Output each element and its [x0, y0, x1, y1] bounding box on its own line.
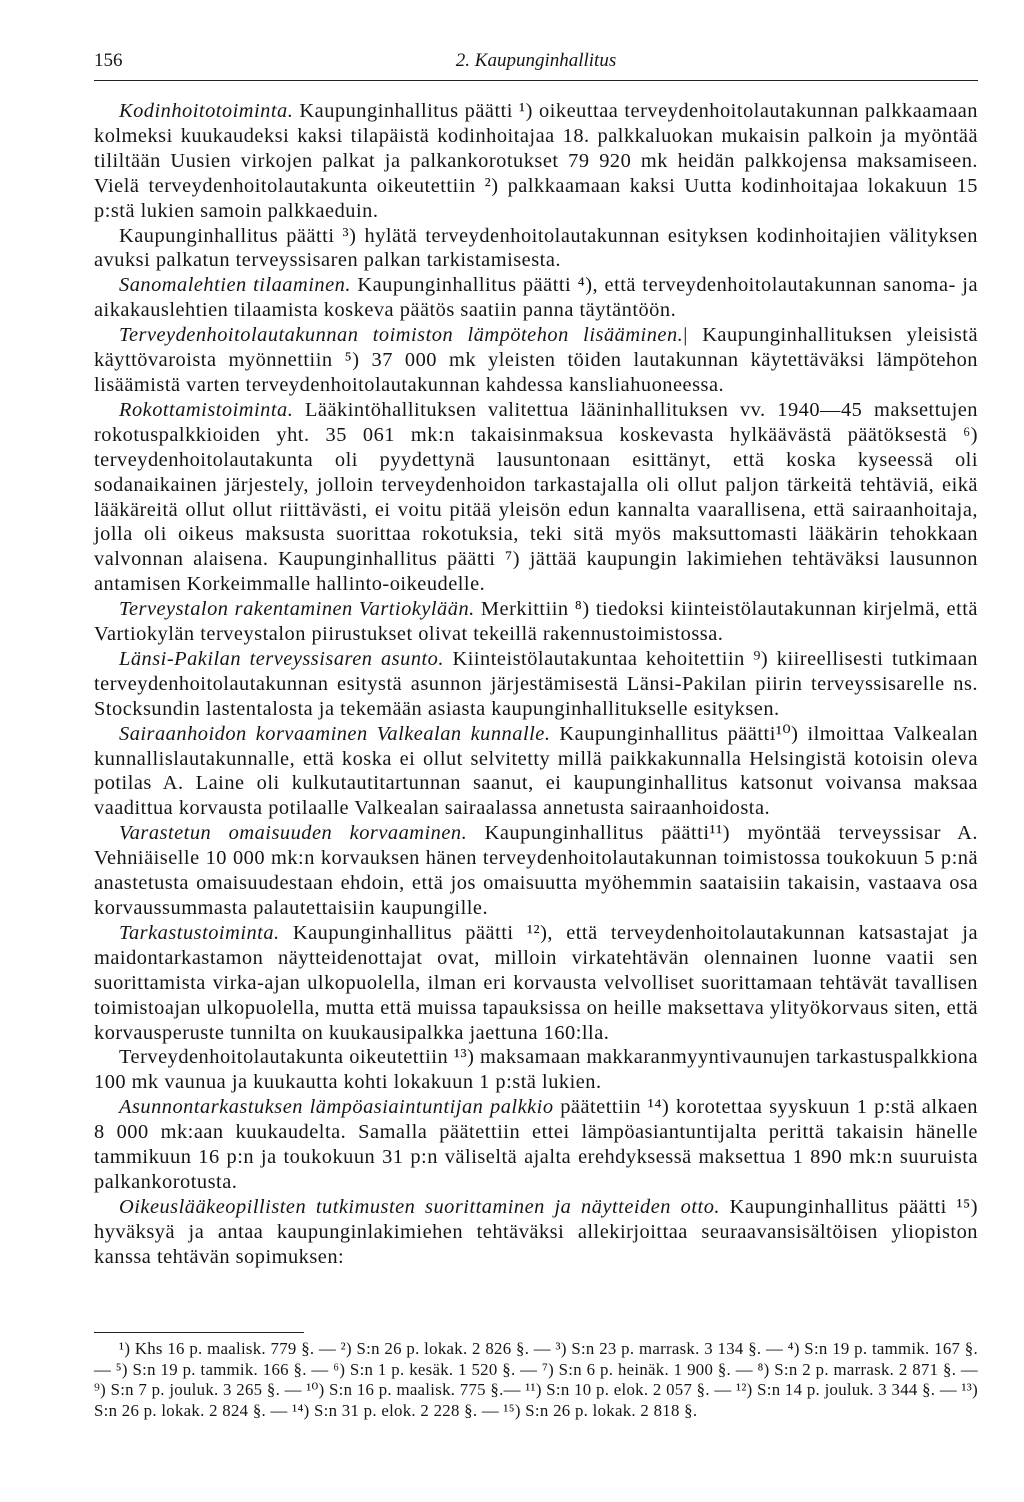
paragraph-heading: Terveydenhoitolautakunnan toimiston lämpötehon lisääminen. [119, 324, 684, 347]
paragraph [94, 597, 978, 647]
paragraph-text: Kaupunginhallitus päätti ³) hylätä terveydenhoitolautakunnan esityksen kodinhoitajien välityksen avuksi palkatun terveyssisaren palkan tarkistamisesta. [94, 224, 978, 272]
paragraph-text: Kaupunginhallitus päätti ¹²), että terveydenhoitolautakunnan katsastajat ja maidontarkastamon näytteidenottajat ovat, milloin virkatehtävän olennainen luonne vaatii sen suorittamista virka-ajan ulkopuolella, ilman eri korvausta velvolliset suorittamaan tehtävät tavallisen toimistoajan ulkopuolella, mutta että muissa tapauksissa on heille maksettava ylityökorvaus siten, että korvausperuste tunnilta on kuukausipalkka jaettuna 160:lla. [94, 921, 978, 1044]
paragraph [94, 99, 978, 224]
paragraph-text: Kaupunginhallitus päätti ¹⁵) hyväksyä ja antaa kaupunginlakimiehen tehtäväksi allekirjoittaa seuraavansisältöisen yliopiston kanssa tehtävän sopimuksen: [94, 1195, 979, 1268]
paragraph [94, 273, 978, 323]
paragraph-heading: Rokottamistoiminta. [119, 398, 294, 421]
paragraph [94, 921, 978, 1046]
paragraph-heading: Varastetun omaisuuden korvaaminen. [119, 822, 468, 845]
paragraph-text: Kaupunginhallitus päätti ¹) oikeuttaa terveydenhoitolautakunnan palkkaamaan kolmeksi kuukaudeksi kaksi tilapäistä kodinhoitajaa 18. palkkaluokan mukaisin palkoin ja myöntää tililtään Uusien virkojen palkat ja palkankorotukset 79 920 mk heidän palkkojensa maksamiseen. Vielä terveydenhoitolautakunta oikeutettiin ²) palkkaamaan kaksi Uutta kodinhoitajaa lokakuun 15 p:stä lukien samoin palkkaeduin. [94, 100, 978, 222]
paragraph-heading: Oikeuslääkeopillisten tutkimusten suorittaminen ja näytteiden otto. [119, 1195, 720, 1218]
paragraph [94, 1045, 978, 1095]
paragraph-heading: Terveystalon rakentaminen Vartiokylään. [119, 598, 475, 621]
paragraph [94, 821, 978, 921]
paragraph [94, 647, 978, 722]
paragraph [94, 1195, 978, 1270]
paragraph-text: | Kaupunginhallituksen yleisistä käyttövaroista myönnettiin ⁵) 37 000 mk yleisten töiden lautakunnan käytettäväksi lämpötehon lisäämistä varten terveydenhoitolautakunnan kahdessa kansliahuoneessa. [94, 324, 978, 396]
paragraph-text: Kaupunginhallitus päätti¹¹) myöntää terveyssisar A. Vehniäiselle 10 000 mk:n korvauksen hänen terveydenhoitolautakunnan toimistossa toukokuun 5 p:nä anastetusta omaisuudestaan ehdoin, että jos omaisuutta myöhemmin saataisiin takaisin, vastaava osa korvaussummasta palautettaisiin kaupungille. [94, 822, 978, 919]
paragraph [94, 398, 978, 597]
paragraph-text: Merkittiin ⁸) tiedoksi kiinteistölautakunnan kirjelmä, että Vartiokylän terveystalon piirustukset olivat tekeillä rakennustoimistossa. [94, 598, 978, 646]
body-text [94, 99, 978, 1270]
paragraph-text: Terveydenhoitolautakunta oikeutettiin ¹³) maksamaan makkaranmyyntivaunujen tarkastuspalkkiona 100 mk vaunua ja kuukautta kohti lokakuun 1 p:stä lukien. [94, 1046, 978, 1094]
paragraph-text: Kiinteistölautakuntaa kehoitettiin ⁹) kiireellisesti tutkimaan terveydenhoitolautakunnan esitystä asunnon järjestämisestä Länsi-Pakilan piirin terveyssisarelle ns. Stocksundin lastentalosta ja tekemään asiasta kaupunginhallitukselle esityksen. [94, 647, 978, 720]
paragraph [94, 722, 978, 822]
paragraph-text: Lääkintöhallituksen valitettua lääninhallituksen vv. 1940—45 maksettujen rokotuspalkkioiden yht. 35 061 mk:n takaisinmaksua koskevasta hylkäävästä päätöksestä ⁶) terveydenhoitolautakunta oli pyydettynä lausuntonaan esittänyt, että koska kyseessä oli sodanaikainen järjestely, jolloin terveydenhoidon tarkastajalla oli ollut paljon tärkeitä tehtäviä, eikä lääkäreitä ollut ollut riittävästi, ei voitu pitää yleisön edun kannalta vaarallisena, että sairaanhoitaja, jolla oli oikeus maksusta suorittaa rokotuksia, teki sitä myös maksuttomasti lääkärin tehokkaan valvonnan alaisena. Kaupunginhallitus päätti ⁷) jättää kaupungin lakimiehen tehtäväksi lausunnon antamisen Korkeimmalle hallinto-oikeudelle. [94, 398, 978, 596]
paragraph-heading: Sanomalehtien tilaaminen. [119, 274, 351, 297]
paragraph-heading: Asunnontarkastuksen lämpöasiaintuntijan palkkio [119, 1096, 554, 1119]
paragraph-text: Kaupunginhallitus päätti¹⁰) ilmoittaa Valkealan kunnallislautakunnalle, että koska ei ollut selvitetty millä paikkakunnalla Helsingistä kotoisin oleva potilas A. Laine oli kulkutautitartunnan saanut, ei kaupunginhallitus katsonut voivansa maksaa vaadittua korvausta potilaalle Valkealan sairaalassa annetusta sairaanhoidosta. [94, 722, 978, 820]
paragraph-heading: Kodinhoitotoiminta. [119, 100, 294, 122]
page-number: 156 [94, 50, 123, 71]
paragraph [94, 323, 978, 398]
page-header [94, 50, 978, 81]
paragraph-text: Kaupunginhallitus päätti ⁴), että terveydenhoitolautakunnan sanoma- ja aikakauslehtien tilaamista koskeva päätös saatiin panna täytäntöön. [94, 274, 978, 322]
paragraph [94, 224, 978, 274]
paragraph-heading: Länsi-Pakilan terveyssisaren asunto. [119, 647, 444, 670]
paragraph-heading: Sairaanhoidon korvaaminen Valkealan kunnalle. [119, 722, 551, 745]
footnote-rule [94, 1332, 304, 1333]
paragraph [94, 1095, 978, 1195]
paragraph-text: päätettiin ¹⁴) korotettaa syyskuun 1 p:stä alkaen 8 000 mk:aan kuukaudelta. Samalla päätettiin ettei lämpöasiantuntijalta perittä takaisin hänelle tammikuun 16 p:n ja toukokuun 31 p:n väliseltä ajalta erehdyksessä maksettua 1 890 mk:n suuruista palkankorotusta. [94, 1096, 979, 1193]
paragraph-heading: Tarkastustoiminta. [119, 921, 280, 944]
footnotes: ¹) Khs 16 p. maalisk. 779 §. — ²) S:n 26 p. lokak. 2 826 §. — ³) S:n 23 p. marrask. 3 134 §. — ⁴) S:n 19 p. tammik. 167 §. — ⁵) S:n 19 p. tammik. 166 §. — ⁶) S:n 1 p. kesäk. 1 520 §. — ⁷) S:n 6 p. heinäk. 1 900 §. — ⁸) S:n 2 p. marrask. 2 871 §. — ⁹) S:n 7 p. jouluk. 3 265 §. — ¹⁰) S:n 16 p. maalisk. 775 §.— ¹¹) S:n 10 p. elok. 2 057 §. — ¹²) S:n 14 p. jouluk. 3 344 §. — ¹³) S:n 26 p. lokak. 2 824 §. — ¹⁴) S:n 31 p. elok. 2 228 §. — ¹⁵) S:n 26 p. lokak. 2 818 §. [94, 1339, 978, 1420]
running-title: 2. Kaupunginhallitus [455, 50, 617, 71]
footnotes-section [94, 1332, 978, 1421]
